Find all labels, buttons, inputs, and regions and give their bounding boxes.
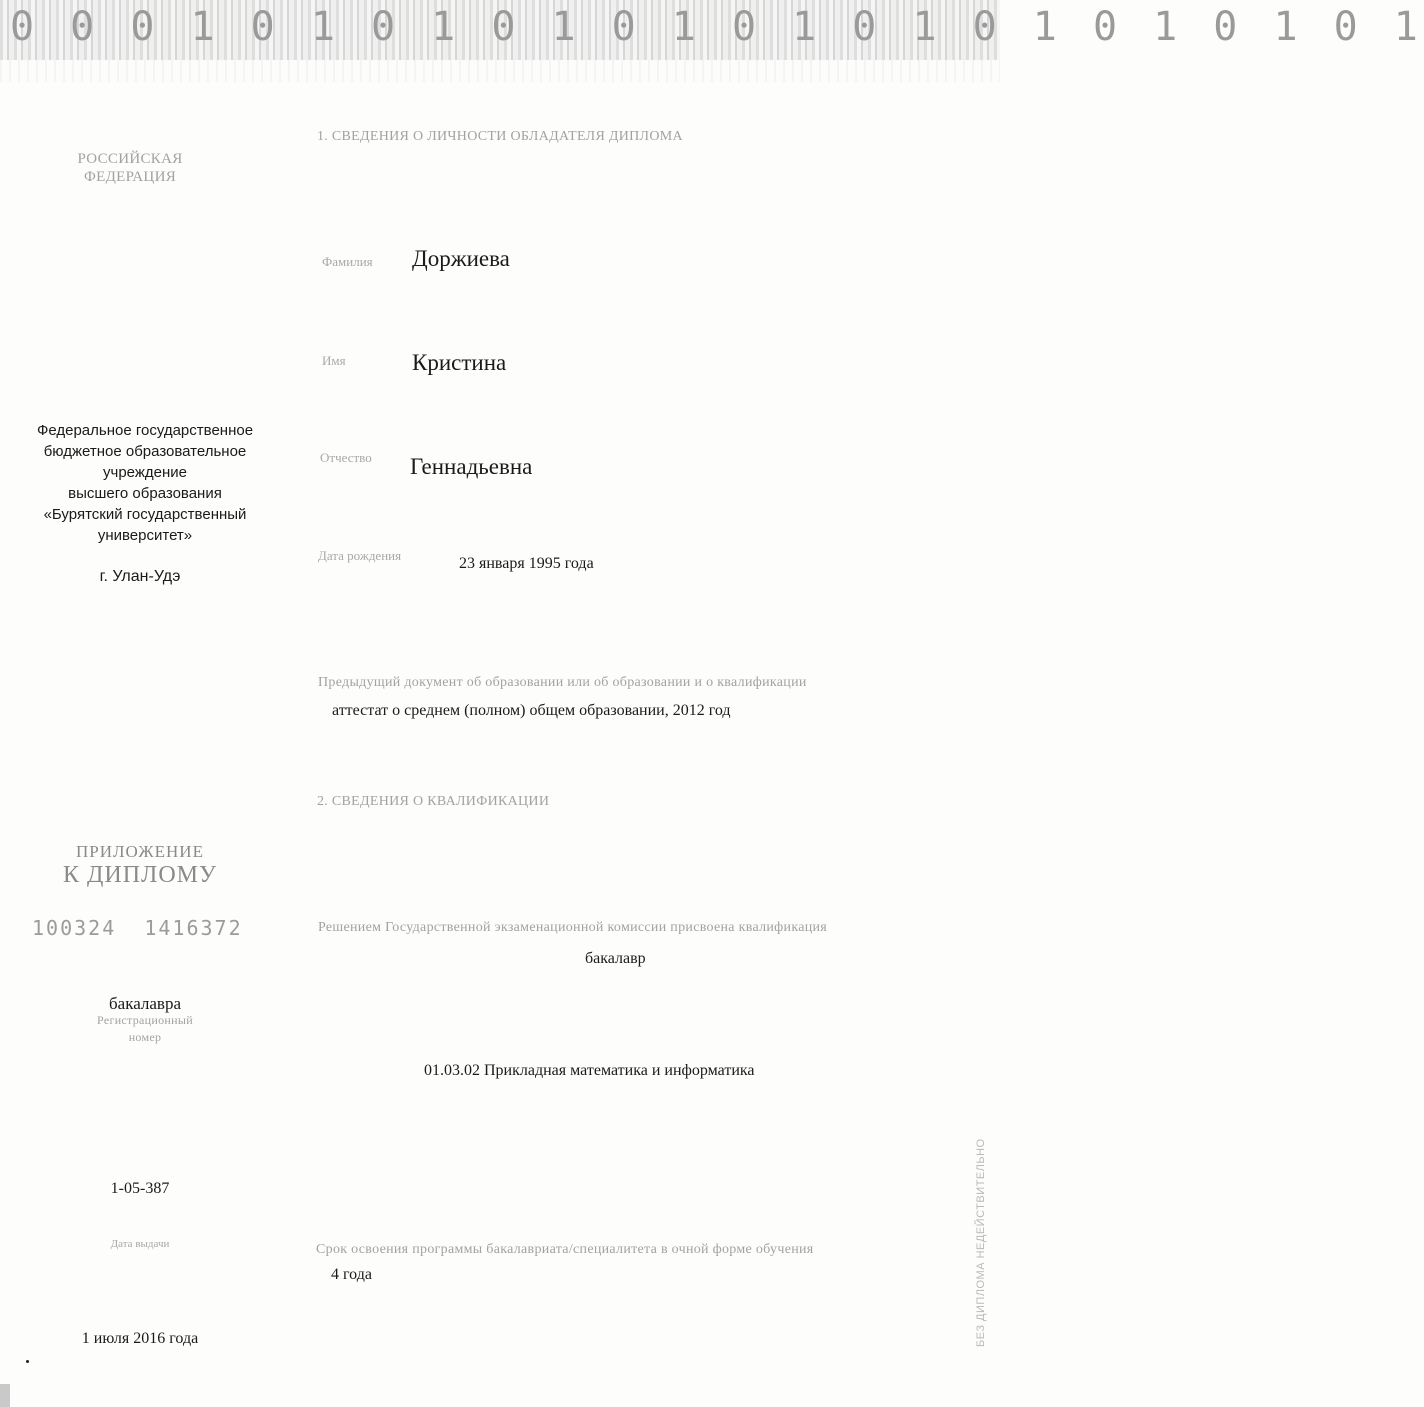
scan-speck [26, 1360, 29, 1363]
previous-document-value: аттестат о среднем (полном) общем образовании, 2012 год [332, 702, 731, 719]
registration-label-line-2: номер [128, 1030, 162, 1044]
issue-date-label: Дата выдачи [110, 1238, 170, 1250]
dob-label: Дата рождения [318, 548, 402, 563]
commission-label: Решением Государственной экзаменационной комиссии присвоена квалификация [318, 920, 828, 935]
name-label: Имя [322, 353, 346, 368]
registration-label-line-1: Регистрационный [97, 1013, 193, 1027]
section-2-heading: 2. СВЕДЕНИЯ О КВАЛИФИКАЦИИ [317, 794, 550, 809]
patronymic-label: Отчество [320, 450, 372, 465]
institution-block [10, 420, 280, 546]
appendix-title-line-1: ПРИЛОЖЕНИЕ [76, 842, 204, 861]
country-block [60, 150, 200, 186]
section-1-heading: 1. СВЕДЕНИЯ О ЛИЧНОСТИ ОБЛАДАТЕЛЯ ДИПЛОМА [317, 129, 683, 144]
security-band-shadow [0, 60, 1000, 82]
surname-value: Доржиева [412, 246, 510, 271]
institution-line: высшего образования [68, 485, 222, 502]
name-value: Кристина [412, 350, 507, 375]
appendix-title-line-2: К ДИПЛОМУ [63, 862, 217, 888]
country-line-2: ФЕДЕРАЦИЯ [83, 169, 177, 185]
registration-number: 1-05-387 [110, 1180, 170, 1197]
institution-line: Федеральное государственное [36, 422, 254, 439]
qualification-value: бакалавр [585, 950, 646, 967]
previous-document-label: Предыдущий документ об образовании или об образовании и о квалификации [318, 675, 807, 690]
institution-line: бюджетное образовательное [43, 443, 247, 460]
dob-value: 23 января 1995 года [459, 555, 594, 572]
duration-value: 4 года [331, 1266, 372, 1283]
institution-line: «Бурятский государственный [43, 506, 247, 523]
city: г. Улан-Удэ [99, 568, 181, 585]
institution-line: учреждение [103, 464, 187, 481]
registration-label [60, 1012, 230, 1046]
security-band-text: 0 0 0 1 0 1 0 1 0 1 0 1 0 1 0 1 0 1 0 1 0 1 0 1 [10, 4, 1424, 50]
side-validity-note: БЕЗ ДИПЛОМА НЕДЕЙСТВИТЕЛЬНО [975, 1138, 987, 1347]
degree-level: бакалавра [109, 994, 181, 1013]
scan-edge-mark [0, 1384, 10, 1407]
program-value: 01.03.02 Прикладная математика и информатика [424, 1062, 755, 1079]
institution-line: университет» [97, 527, 193, 544]
duration-label: Срок освоения программы бакалавриата/специалитета в очной форме обучения [316, 1242, 814, 1257]
issue-date: 1 июля 2016 года [81, 1330, 199, 1347]
patronymic-value: Геннадьевна [410, 454, 533, 479]
country-line-1: РОССИЙСКАЯ [77, 151, 183, 167]
appendix-title [40, 842, 240, 889]
surname-label: Фамилия [322, 254, 373, 269]
diploma-serial-number: 100324 1416372 [32, 916, 243, 940]
